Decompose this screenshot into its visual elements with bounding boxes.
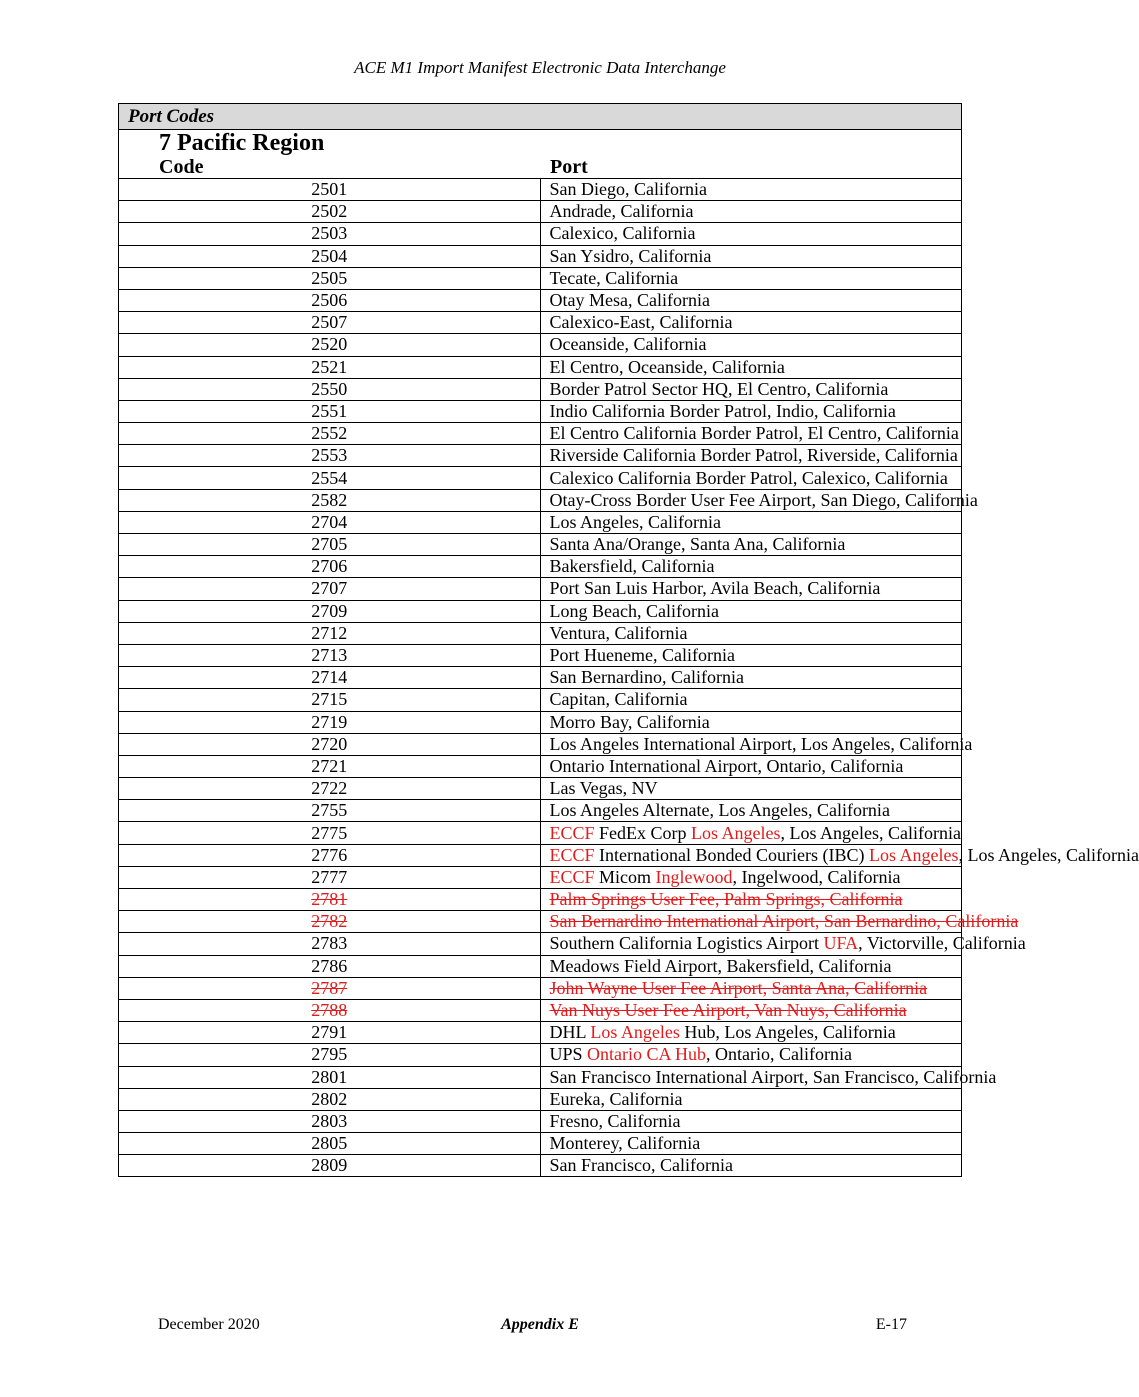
port-name-cell xyxy=(540,689,962,711)
port-code-cell: 2502 xyxy=(119,201,541,223)
port-name-cell xyxy=(540,534,962,556)
port-code-cell: 2795 xyxy=(119,1044,541,1066)
port-code-cell: 2787 xyxy=(119,977,541,999)
table-caption: Port Codes xyxy=(119,104,962,130)
table-row xyxy=(119,1066,962,1088)
table-row xyxy=(119,267,962,289)
port-name-text: DHL xyxy=(549,1022,591,1043)
table-row xyxy=(119,711,962,733)
port-name-cell xyxy=(540,245,962,267)
table-row xyxy=(119,866,962,888)
port-name-text: Santa Ana/Orange, Santa Ana, California xyxy=(549,534,846,555)
port-code-cell: 2775 xyxy=(119,822,541,844)
table-row xyxy=(119,511,962,533)
port-name-text: Eureka, California xyxy=(549,1088,683,1109)
port-name-text: Port Hueneme, California xyxy=(549,645,735,666)
port-name-cell xyxy=(540,1066,997,1088)
port-name-text: San Diego, California xyxy=(549,179,707,200)
port-name-cell xyxy=(540,511,962,533)
port-name-text: Andrade, California xyxy=(549,201,694,222)
table-row xyxy=(119,844,962,866)
port-code-cell: 2777 xyxy=(119,866,541,888)
port-code-cell: 2788 xyxy=(119,999,541,1021)
port-code-cell: 2552 xyxy=(119,423,541,445)
footer-section: Appendix E xyxy=(501,1316,579,1333)
table-row xyxy=(119,334,962,356)
port-name-cell xyxy=(540,223,962,245)
port-name-cell xyxy=(540,600,962,622)
port-code-cell: 2755 xyxy=(119,800,541,822)
table-row xyxy=(119,911,962,933)
port-code-cell: 2504 xyxy=(119,245,541,267)
port-name-cell xyxy=(540,822,962,844)
port-name-text: Hub, Los Angeles, California xyxy=(679,1022,896,1043)
column-header-row xyxy=(119,156,962,179)
column-header-port: Port xyxy=(540,156,962,179)
port-name-cell xyxy=(540,933,1026,955)
port-name-strike-text: Van Nuys User Fee Airport, Van Nuys, California xyxy=(549,1000,907,1021)
port-code-cell: 2783 xyxy=(119,933,541,955)
table-row xyxy=(119,467,962,489)
port-name-text: Calexico California Border Patrol, Calexico, California xyxy=(549,467,948,488)
port-name-cell xyxy=(540,1155,962,1177)
port-code-cell: 2791 xyxy=(119,1022,541,1044)
port-name-cell xyxy=(540,733,973,755)
port-code-cell: 2715 xyxy=(119,689,541,711)
table-row xyxy=(119,445,962,467)
port-name-text: El Centro California Border Patrol, El Centro, California xyxy=(549,423,959,444)
port-name-red-text: Los Angeles xyxy=(691,822,781,843)
table-row xyxy=(119,378,962,400)
port-code-cell: 2803 xyxy=(119,1110,541,1132)
column-header-code: Code xyxy=(119,156,541,179)
port-name-text: Long Beach, California xyxy=(549,600,719,621)
port-code-cell: 2554 xyxy=(119,467,541,489)
table-row xyxy=(119,778,962,800)
port-name-text: El Centro, Oceanside, California xyxy=(549,356,785,377)
port-name-text: Indio California Border Patrol, Indio, California xyxy=(549,400,896,421)
port-name-text: Micom xyxy=(594,866,656,887)
port-name-text: Southern California Logistics Airport xyxy=(549,933,824,954)
port-name-text: San Francisco International Airport, San Francisco, California xyxy=(549,1066,997,1087)
port-code-cell: 2582 xyxy=(119,489,541,511)
port-name-cell xyxy=(540,999,962,1021)
table-row xyxy=(119,489,962,511)
port-name-text: Otay-Cross Border User Fee Airport, San Diego, California xyxy=(549,489,978,510)
table-row xyxy=(119,245,962,267)
port-name-strike-text: Palm Springs User Fee, Palm Springs, California xyxy=(549,889,903,910)
table-row xyxy=(119,667,962,689)
port-code-cell: 2550 xyxy=(119,378,541,400)
port-name-cell xyxy=(540,334,962,356)
port-name-text: Port San Luis Harbor, Avila Beach, California xyxy=(549,578,881,599)
port-name-text: San Ysidro, California xyxy=(549,245,712,266)
port-name-cell xyxy=(540,866,962,888)
port-code-cell: 2782 xyxy=(119,911,541,933)
port-code-cell: 2781 xyxy=(119,889,541,911)
port-name-text: Calexico-East, California xyxy=(549,312,733,333)
port-name-cell xyxy=(540,179,962,201)
port-name-red-text: ECCF xyxy=(549,844,595,865)
port-code-cell: 2553 xyxy=(119,445,541,467)
port-name-cell xyxy=(540,356,962,378)
port-name-text: Monterey, California xyxy=(549,1133,701,1154)
port-name-cell xyxy=(540,1133,962,1155)
port-name-text: , Ontario, California xyxy=(706,1044,852,1065)
port-name-text: San Bernardino, California xyxy=(549,667,744,688)
port-name-text: Calexico, California xyxy=(549,223,696,244)
port-code-cell: 2713 xyxy=(119,644,541,666)
port-name-red-text: ECCF xyxy=(549,822,595,843)
port-name-text: San Francisco, California xyxy=(549,1155,733,1176)
port-name-cell xyxy=(540,644,962,666)
port-name-text: Border Patrol Sector HQ, El Centro, California xyxy=(549,378,889,399)
port-name-text: Ventura, California xyxy=(549,622,688,643)
table-row xyxy=(119,1088,962,1110)
region-heading-row xyxy=(119,130,962,157)
region-heading: 7 Pacific Region xyxy=(119,130,962,157)
table-row xyxy=(119,1022,962,1044)
table-row xyxy=(119,179,962,201)
table-row xyxy=(119,689,962,711)
port-code-cell: 2706 xyxy=(119,556,541,578)
port-code-cell: 2709 xyxy=(119,600,541,622)
port-name-text: Ontario International Airport, Ontario, California xyxy=(549,755,904,776)
table-row xyxy=(119,556,962,578)
table-row xyxy=(119,977,962,999)
table-row xyxy=(119,289,962,311)
port-code-cell: 2721 xyxy=(119,755,541,777)
table-row xyxy=(119,356,962,378)
port-name-text: Bakersfield, California xyxy=(549,556,715,577)
port-name-text: Oceanside, California xyxy=(549,334,707,355)
port-code-cell: 2505 xyxy=(119,267,541,289)
port-name-red-text: ECCF xyxy=(549,866,595,887)
port-name-cell xyxy=(540,445,962,467)
table-row xyxy=(119,889,962,911)
port-code-cell: 2551 xyxy=(119,400,541,422)
table-row xyxy=(119,578,962,600)
port-codes-table xyxy=(118,103,1139,1177)
port-name-cell xyxy=(540,911,1019,933)
table-row xyxy=(119,1155,962,1177)
table-row xyxy=(119,733,962,755)
table-row xyxy=(119,600,962,622)
port-name-cell xyxy=(540,955,962,977)
port-name-red-text: UFA xyxy=(823,933,859,954)
port-name-cell xyxy=(540,889,962,911)
port-name-text: Los Angeles Alternate, Los Angeles, California xyxy=(549,800,890,821)
footer-page-number: E-17 xyxy=(875,1316,907,1333)
table-row xyxy=(119,644,962,666)
port-name-red-text: Los Angeles xyxy=(590,1022,680,1043)
port-name-text: Fresno, California xyxy=(549,1110,681,1131)
port-name-cell xyxy=(540,289,962,311)
port-name-text: Los Angeles International Airport, Los Angeles, California xyxy=(549,733,973,754)
port-name-cell xyxy=(540,1088,962,1110)
port-code-cell: 2707 xyxy=(119,578,541,600)
table-row xyxy=(119,1110,962,1132)
port-name-text: International Bonded Couriers (IBC) xyxy=(594,844,869,865)
port-name-cell xyxy=(540,977,962,999)
port-name-cell xyxy=(540,378,962,400)
port-code-cell: 2809 xyxy=(119,1155,541,1177)
port-name-cell xyxy=(540,844,1139,866)
table-caption-row xyxy=(119,104,962,130)
port-code-cell: 2507 xyxy=(119,312,541,334)
port-name-text: , Victorville, California xyxy=(858,933,1026,954)
port-name-cell xyxy=(540,400,962,422)
port-name-cell xyxy=(540,467,962,489)
port-name-red-text: Los Angeles xyxy=(868,844,959,865)
port-name-cell xyxy=(540,622,962,644)
table-row xyxy=(119,622,962,644)
port-code-cell: 2719 xyxy=(119,711,541,733)
table-row xyxy=(119,933,962,955)
table-row xyxy=(119,955,962,977)
port-name-strike-text: John Wayne User Fee Airport, Santa Ana, California xyxy=(549,977,928,998)
port-name-text: Capitan, California xyxy=(549,689,688,710)
port-name-cell xyxy=(540,312,962,334)
port-name-text: , Ingelwood, California xyxy=(732,866,901,887)
port-name-cell xyxy=(540,201,962,223)
port-code-cell: 2712 xyxy=(119,622,541,644)
port-code-cell: 2801 xyxy=(119,1066,541,1088)
port-name-cell xyxy=(540,755,962,777)
port-name-text: Morro Bay, California xyxy=(549,711,710,732)
port-name-red-text: Ontario CA Hub xyxy=(587,1044,707,1065)
port-code-cell: 2503 xyxy=(119,223,541,245)
port-code-cell: 2501 xyxy=(119,179,541,201)
port-code-cell: 2714 xyxy=(119,667,541,689)
port-name-cell xyxy=(540,578,962,600)
port-name-cell xyxy=(540,778,962,800)
port-name-cell xyxy=(540,800,962,822)
port-code-cell: 2802 xyxy=(119,1088,541,1110)
port-name-strike-text: San Bernardino International Airport, San Bernardino, California xyxy=(549,911,1019,932)
table-row xyxy=(119,400,962,422)
port-code-cell: 2506 xyxy=(119,289,541,311)
port-code-cell: 2705 xyxy=(119,534,541,556)
port-code-cell: 2521 xyxy=(119,356,541,378)
port-name-text: Tecate, California xyxy=(549,267,679,288)
port-code-cell: 2704 xyxy=(119,511,541,533)
port-name-text: Otay Mesa, California xyxy=(549,290,710,311)
port-name-text: , Los Angeles, California xyxy=(958,844,1139,865)
port-name-cell xyxy=(540,1044,962,1066)
port-name-cell xyxy=(540,1022,962,1044)
table-row xyxy=(119,1044,962,1066)
port-name-text: , Los Angeles, California xyxy=(780,822,961,843)
port-name-text: Los Angeles, California xyxy=(549,511,721,532)
port-name-cell xyxy=(540,667,962,689)
document-header-title: ACE M1 Import Manifest Electronic Data Interchange xyxy=(354,58,726,77)
port-name-text: FedEx Corp xyxy=(594,822,692,843)
port-name-text: Las Vegas, NV xyxy=(549,778,658,799)
port-name-text: Riverside California Border Patrol, Riverside, California xyxy=(549,445,958,466)
table-row xyxy=(119,423,962,445)
port-code-cell: 2722 xyxy=(119,778,541,800)
port-name-cell xyxy=(540,267,962,289)
table-row xyxy=(119,755,962,777)
port-name-cell xyxy=(540,489,978,511)
port-name-cell xyxy=(540,1110,962,1132)
footer-date: December 2020 xyxy=(158,1316,260,1333)
port-name-text: UPS xyxy=(549,1044,588,1065)
port-code-cell: 2805 xyxy=(119,1133,541,1155)
port-name-red-text: Inglewood xyxy=(655,866,733,887)
table-row xyxy=(119,999,962,1021)
table-row xyxy=(119,223,962,245)
table-row xyxy=(119,201,962,223)
port-code-cell: 2776 xyxy=(119,844,541,866)
table-row xyxy=(119,800,962,822)
port-name-cell xyxy=(540,556,962,578)
table-row xyxy=(119,312,962,334)
table-row xyxy=(119,822,962,844)
port-name-cell xyxy=(540,423,962,445)
port-name-text: Meadows Field Airport, Bakersfield, California xyxy=(549,955,892,976)
port-name-cell xyxy=(540,711,962,733)
port-code-cell: 2520 xyxy=(119,334,541,356)
port-code-cell: 2786 xyxy=(119,955,541,977)
table-row xyxy=(119,1133,962,1155)
port-code-cell: 2720 xyxy=(119,733,541,755)
table-row xyxy=(119,534,962,556)
